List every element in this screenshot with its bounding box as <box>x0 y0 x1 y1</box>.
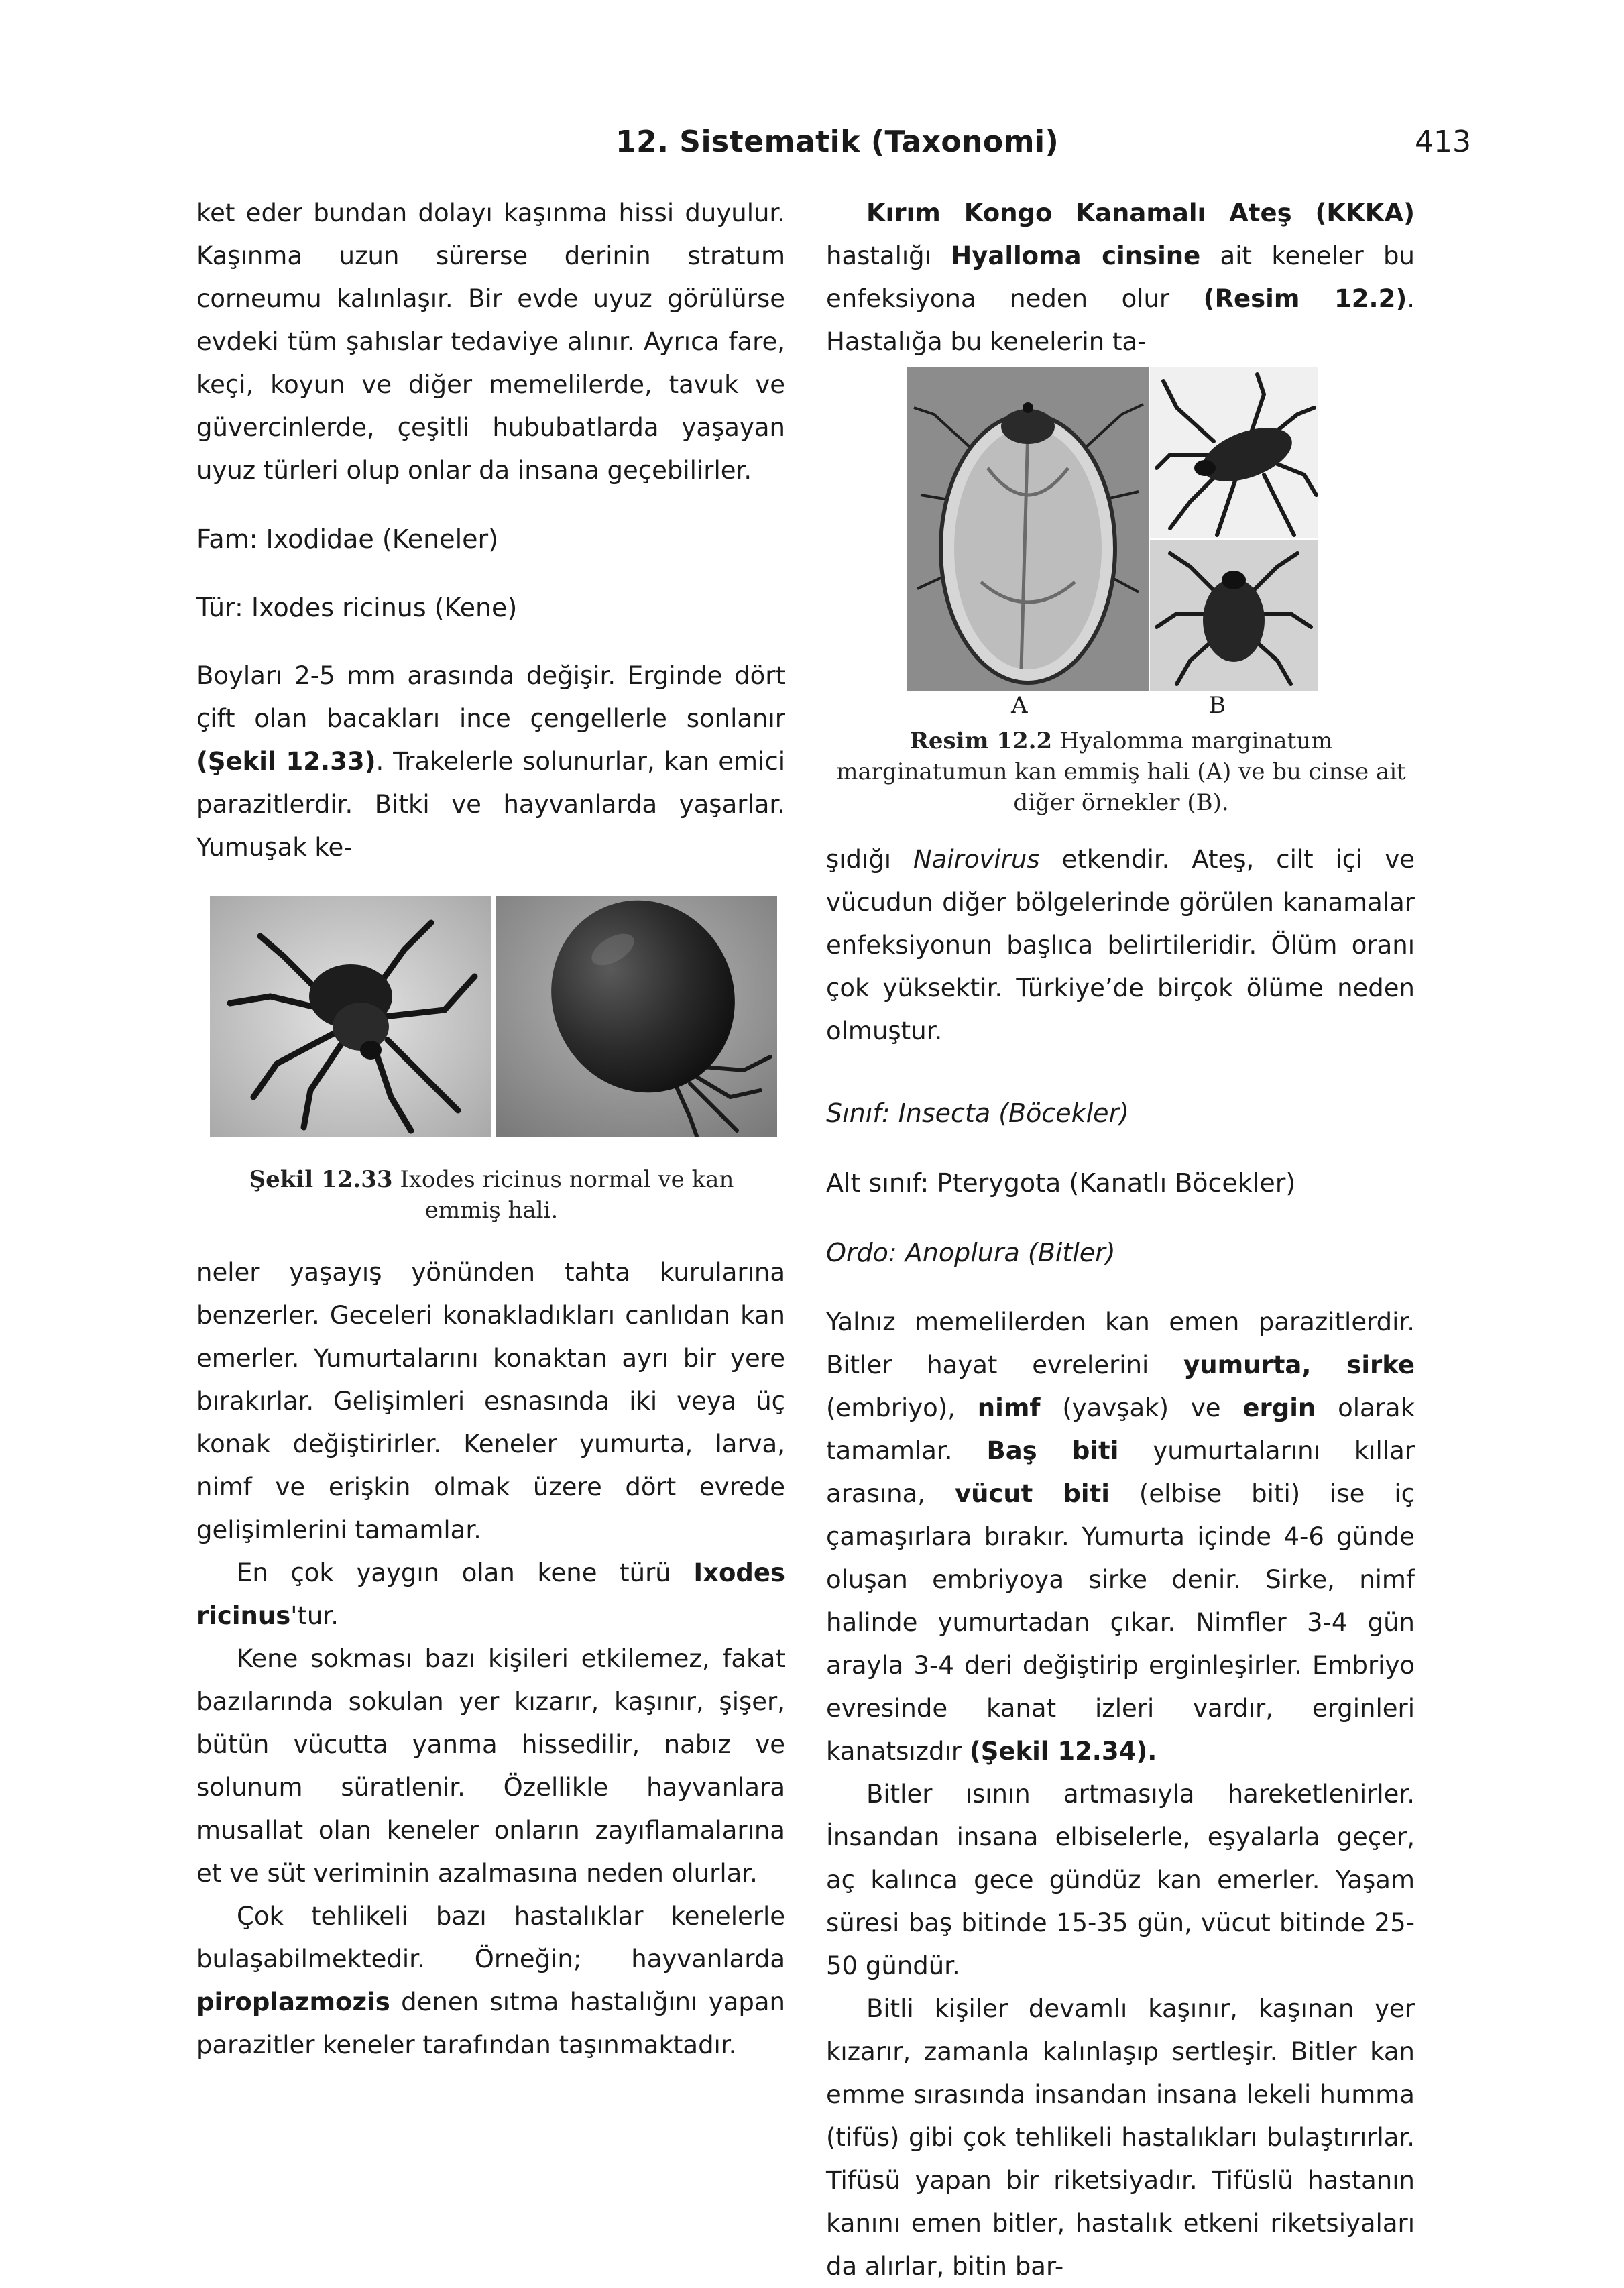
hyalomma-engorged-photo <box>907 367 1149 691</box>
figure-ref-12-33: (Şekil 12.33) <box>196 747 376 776</box>
paragraph-kkka: Kırım Kongo Kanamalı Ateş (KKKA) hastalığı Hyalloma cinsine ait keneler bu enfeksiyona neden olur (Resim 12.2). Hastalığa bu kenelerin ta- <box>826 198 1415 356</box>
paragraph-tick-description: Boyları 2-5 mm arasında değişir. Erginde dört çift olan bacakları ince çengellerle sonlanır (Şekil 12.33). Trakelerle solunurlar, kan emici parazitlerdir. Bitki ve hayvanlarda yaşarlar. Yumuşak ke- <box>196 661 785 862</box>
tick-normal-photo <box>210 896 491 1137</box>
paragraph-common-tick: En çok yaygın olan kene türü Ixodes ricinus'tur. <box>196 1558 785 1630</box>
paragraph-lice-life: Yalnız memelilerden kan emen parazitlerdir. Bitler hayat evrelerini yumurta, sirke (embriyo), nimf (yavşak) ve ergin olarak tamamlar. Baş biti yumurtalarını kıllar arasına, vücut biti (elbise biti) ise iç çamaşırlara bırakır. Yumurta içinde 4-6 günde oluşan embriyoya sirke denir. Sirke, nimf halinde yumurtadan çıkar. Nimfler 3-4 gün arayla 3-4 deri değiştirip erginleşirler. Embriyo evresinde kanat izleri vardır, erginleri kanatsızdır (Şekil 12.34). <box>826 1308 1415 1766</box>
paragraph-nairovirus: şıdığı Nairovirus etkendir. Ateş, cilt içi ve vücudun diğer bölgelerinde görülen kanamalar enfeksiyonun başlıca belirtileridir. Ölüm oranı çok yüksektir. Türkiye’de birçok ölüme neden olmuştur. <box>826 845 1415 1045</box>
right-column-top <box>826 192 1415 363</box>
paragraph-tick-bite: Kene sokması bazı kişileri etkilemez, fakat bazılarında sokulan yer kızarır, kaşınır, şişer, bütün vücutta yanma hissedilir, nabız ve solunum süratlenir. Özellikle hayvanlara musallat olan keneler onların zayıflamalarına et ve süt veriminin azalmasına neden olurlar. <box>196 1644 785 1888</box>
heading-order-anoplura: Ordo: Anoplura (Bitler) <box>826 1238 1116 1267</box>
heading-class-insecta: Sınıf: Insecta (Böcekler) <box>826 1098 1130 1128</box>
right-column-bottom <box>826 838 1415 2288</box>
left-column-top <box>196 192 785 869</box>
figure-ref-12-34: (Şekil 12.34). <box>969 1737 1157 1766</box>
figure-12-33-caption: Şekil 12.33 Ixodes ricinus normal ve kan emmiş hali. <box>249 1166 734 1224</box>
hyalomma-species-photo-1 <box>1150 367 1318 538</box>
figure-label-a: A <box>1011 692 1028 719</box>
heading-family-ixodidae: Fam: Ixodidae (Keneler) <box>196 524 498 554</box>
left-column-bottom <box>196 1251 785 2067</box>
figure-label-b: B <box>1209 692 1226 719</box>
page-number: 413 <box>1415 125 1471 159</box>
figure-resim-12-2-caption: Resim 12.2 Hyalomma marginatum marginatumun kan emmiş hali (A) ve bu cinse ait diğer örnekler (B). <box>836 728 1406 816</box>
paragraph-lice-diseases: Bitli kişiler devamlı kaşınır, kaşınan yer kızarır, zamanla kalınlaşıp sertleşir. Bitler kan emme sırasında insandan insana lekeli humma (tifüs) gibi çok tehlikeli hastalıkları bulaştırırlar. Tifüsü yapan bir riketsiyadır. Tifüslü hastanın kanını emen bitler, hastalık etkeni riketsiyaları da alırlar, bitin bar- <box>826 1994 1415 2281</box>
paragraph-lice-movement: Bitler ısının artmasıyla hareketlenirler. İnsandan insana elbiselerle, eşyalarla geçer, aç kalınca gece gündüz kan emerler. Yaşam süresi baş bitinde 15-35 gün, vücut bitinde 25-50 gündür. <box>826 1780 1415 1980</box>
heading-subclass-pterygota: Alt sınıf: Pterygota (Kanatlı Böcekler) <box>826 1168 1296 1198</box>
hyalomma-species-photo-2 <box>1150 540 1318 691</box>
figure-resim-12-2 <box>907 367 1318 691</box>
figure-ref-12-2: (Resim 12.2) <box>1203 284 1407 313</box>
paragraph-tick-life: neler yaşayış yönünden tahta kurularına benzerler. Geceleri konakladıkları canlıdan kan emerler. Yumurtalarını konaktan ayrı bir yere bırakırlar. Gelişimleri esnasında iki veya üç konak değiştirirler. Keneler yumurta, larva, nimf ve erişkin olmak üzere dört evrede gelişimlerini tamamlar. <box>196 1258 785 1544</box>
paragraph-tick-diseases: Çok tehlikeli bazı hastalıklar kenelerle bulaşabilmektedir. Örneğin; hayvanlarda piroplazmozis denen sıtma hastalığını yapan parazitler keneler tarafından taşınmaktadır. <box>196 1902 785 2059</box>
figure-12-33 <box>210 896 777 1137</box>
running-header-title: 12. Sistematik (Taxonomi) <box>616 125 1059 159</box>
paragraph-scabies: ket eder bundan dolayı kaşınma hissi duyulur. Kaşınma uzun sürerse derinin stratum corneumu kalınlaşır. Bir evde uyuz görülürse evdeki tüm şahıslar tedaviye alınır. Ayrıca fare, keçi, koyun ve diğer memelilerde, tavuk ve güvercinlerde, çeşitli hububatlarda yaşayan uyuz türleri olup onlar da insana geçebilirler. <box>196 198 785 485</box>
tick-engorged-photo <box>496 896 777 1137</box>
heading-species-ixodes: Tür: Ixodes ricinus (Kene) <box>196 593 518 622</box>
